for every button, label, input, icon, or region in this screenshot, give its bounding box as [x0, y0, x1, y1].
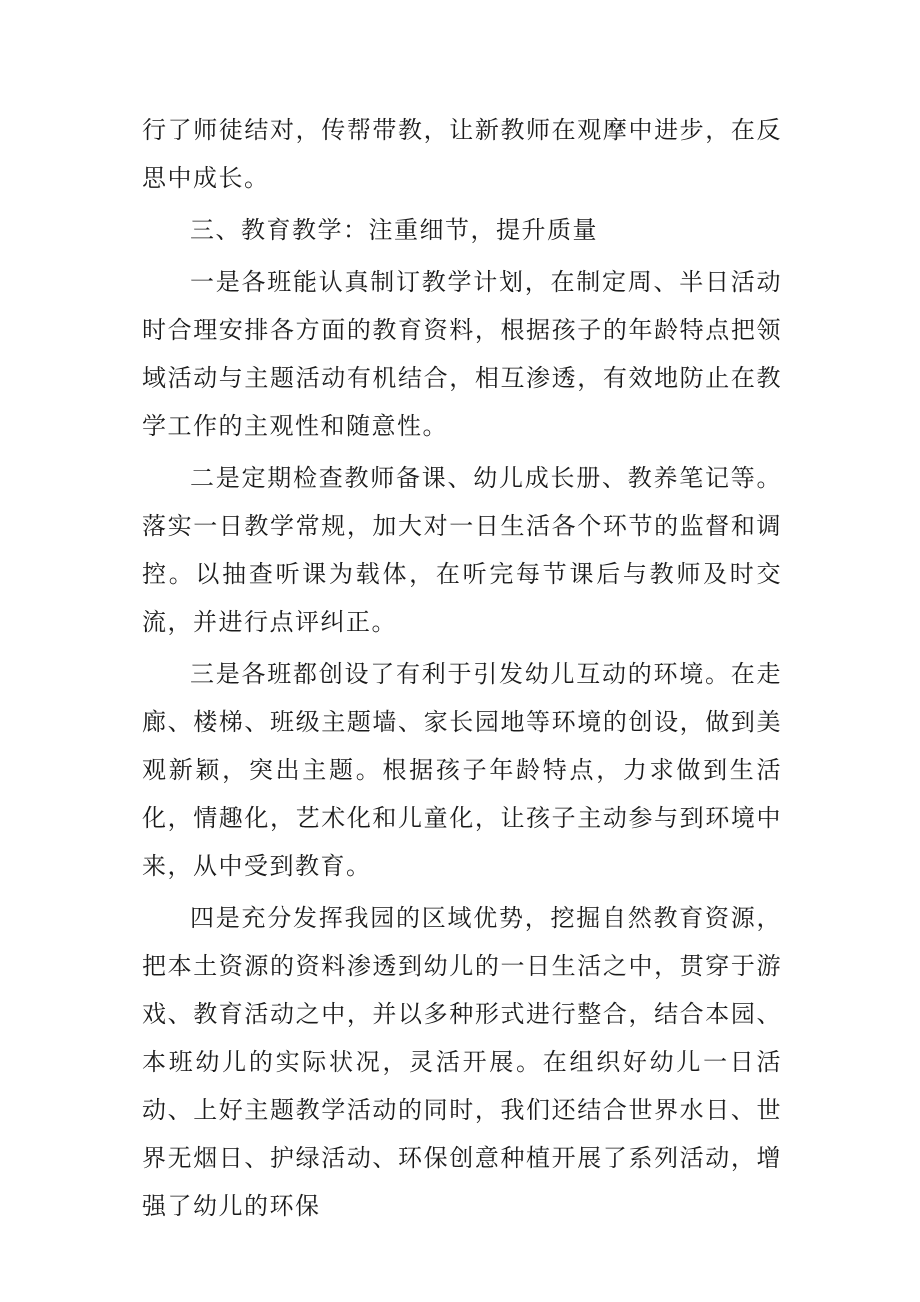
- paragraph: 二是定期检查教师备课、幼儿成长册、教养笔记等。落实一日教学常规，加大对一日生活各个环节的监督和调控。以抽查听课为载体，在听完每节课后与教师及时交流，并进行点评纠正。: [142, 464, 782, 636]
- document-body: [142, 106, 782, 1234]
- paragraph: 四是充分发挥我园的区域优势，挖掘自然教育资源，把本土资源的资料渗透到幼儿的一日生活之中，贯穿于游戏、教育活动之中，并以多种形式进行整合，结合本园、本班幼儿的实际状况，灵活开展。在组织好幼儿一日活动、上好主题教学活动的同时，我们还结合世界水日、世界无烟日、护绿活动、环保创意种植开展了系列活动，增强了幼儿的环保: [142, 904, 782, 1220]
- section-heading: 三、教育教学：注重细节，提升质量: [190, 216, 598, 244]
- paragraph-continuation: 行了师徒结对，传帮带教，让新教师在观摩中进步，在反思中成长。: [142, 116, 782, 192]
- paragraph: 一是各班能认真制订教学计划，在制定周、半日活动时合理安排各方面的教育资料，根据孩子的年龄特点把领域活动与主题活动有机结合，相互渗透，有效地防止在教学工作的主观性和随意性。: [142, 268, 782, 440]
- paragraph: 三是各班都创设了有利于引发幼儿互动的环境。在走廊、楼梯、班级主题墙、家长园地等环境的创设，做到美观新颖，突出主题。根据孩子年龄特点，力求做到生活化，情趣化，艺术化和儿童化，让孩子主动参与到环境中来，从中受到教育。: [142, 660, 782, 880]
